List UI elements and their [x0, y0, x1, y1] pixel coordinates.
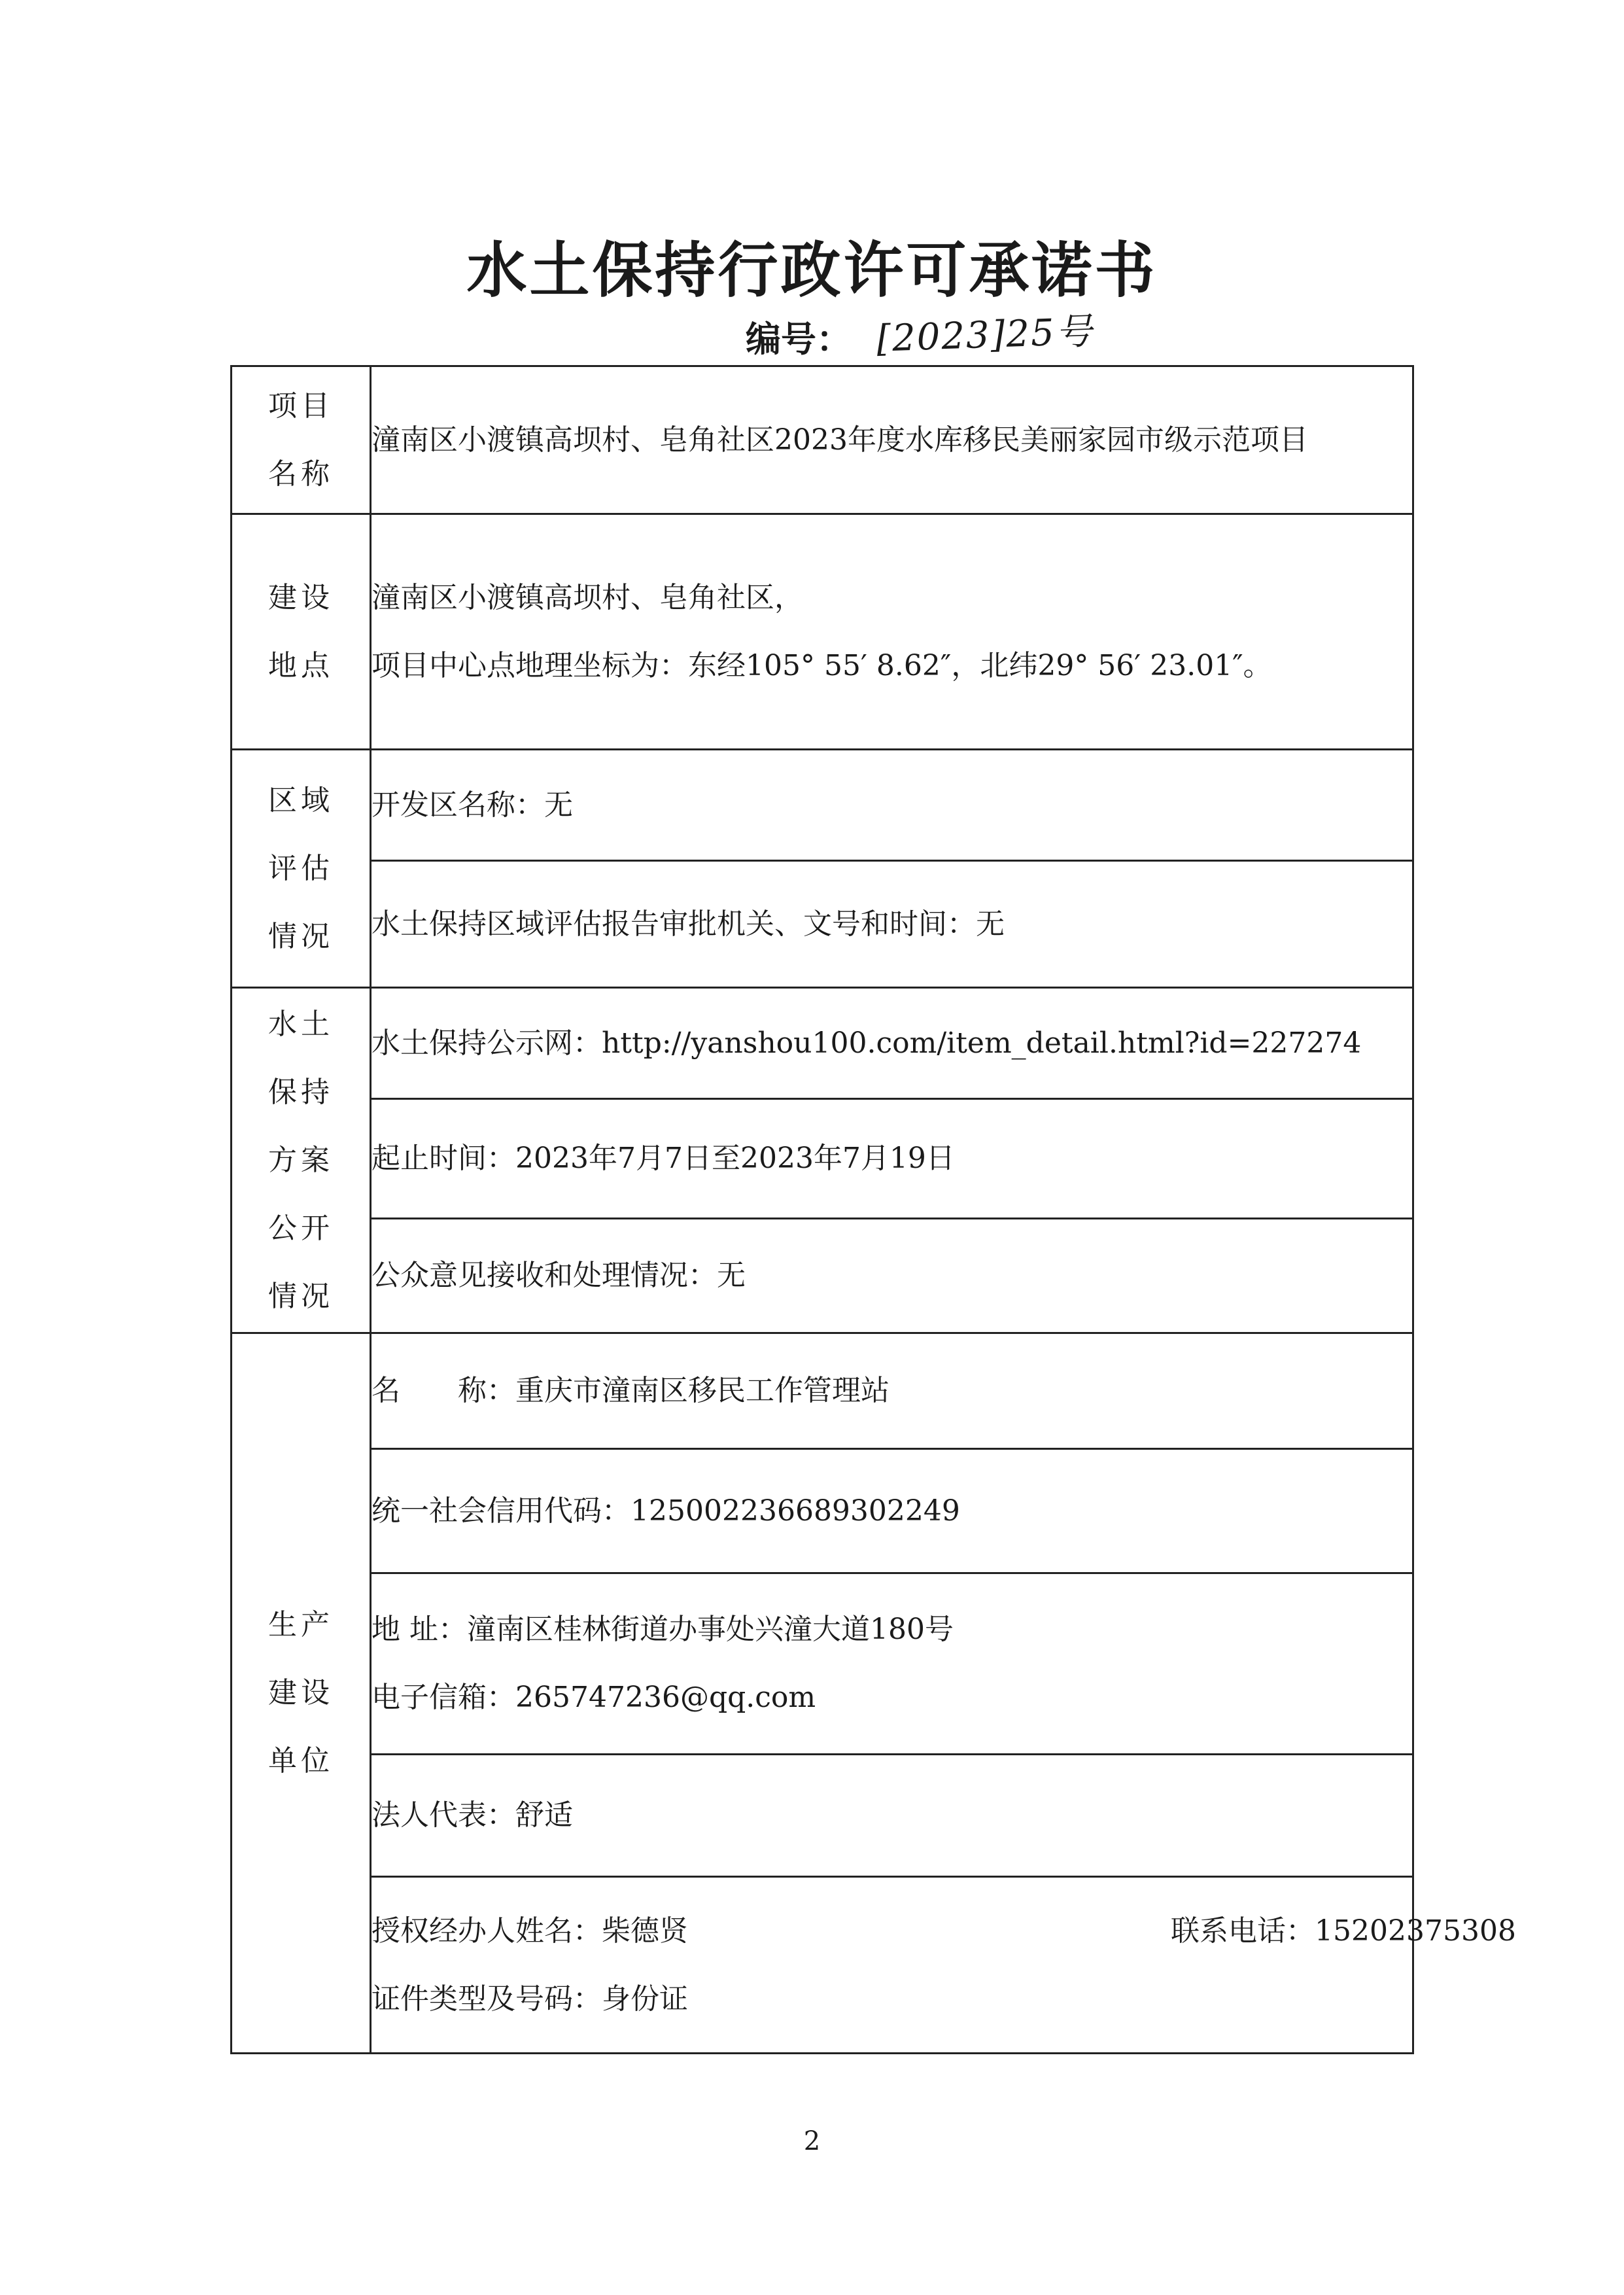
row-dev-zone [232, 750, 1413, 861]
row-feedback [232, 1219, 1413, 1333]
address-line: 地 址：潼南区桂林街道办事处兴潼大道180号 [371, 1613, 954, 1646]
label-location: 建设地点 [232, 514, 371, 750]
label-builder: 生产建设单位 [232, 1333, 371, 2054]
permit-form-table [230, 365, 1516, 2054]
row-location [232, 514, 1413, 750]
location-line-1: 潼南区小渡镇高坝村、皂角社区， [371, 580, 803, 614]
value-dev-zone: 开发区名称：无 [371, 750, 1413, 861]
row-website [232, 988, 1413, 1099]
id-type-line: 证件类型及号码：身份证 [371, 1982, 688, 2016]
value-builder-name: 名 称：重庆市潼南区移民工作管理站 [371, 1333, 1413, 1449]
value-assessment-approval: 水土保持区域评估报告审批机关、文号和时间：无 [371, 861, 1413, 988]
value-website: 水土保持公示网：http://yanshou100.com/item_detail.html?id=227274 [371, 988, 1413, 1099]
value-project-name: 潼南区小渡镇高坝村、皂角社区2023年度水库移民美丽家园市级示范项目 [371, 366, 1413, 514]
row-legal-rep [232, 1755, 1413, 1877]
value-location [371, 514, 1413, 750]
value-feedback: 公众意见接收和处理情况：无 [371, 1219, 1413, 1333]
value-legal-rep: 法人代表：舒适 [371, 1755, 1413, 1877]
agent-line [371, 1897, 1516, 1965]
agent-name: 授权经办人姓名：柴德贤 [371, 1914, 688, 1948]
handwritten-number: [2023]25号 [876, 310, 1094, 360]
label-regional-assessment: 区域评估情况 [232, 750, 371, 988]
contact-phone: 联系电话：15202375308 [1171, 1914, 1516, 1948]
label-plan-publicity: 水土保持方案公开情况 [232, 988, 371, 1333]
document-title: 水土保持行政许可承诺书 [466, 236, 1158, 306]
value-credit-code: 统一社会信用代码：125002236689302249 [371, 1449, 1413, 1573]
label-project-name: 项目名称 [232, 366, 371, 514]
row-assessment-approval [232, 861, 1413, 988]
email-line: 电子信箱：265747236@qq.com [371, 1681, 816, 1714]
document-number [746, 310, 1094, 370]
value-address-email [371, 1573, 1413, 1755]
row-address-email [232, 1573, 1413, 1755]
row-agent [232, 1877, 1413, 2054]
row-period [232, 1099, 1413, 1219]
row-credit-code [232, 1449, 1413, 1573]
location-line-2: 项目中心点地理坐标为：东经105° 55′ 8.62″，北纬29° 56′ 23.01″。 [371, 648, 1272, 682]
value-period: 起止时间：2023年7月7日至2023年7月19日 [371, 1099, 1413, 1219]
row-project-name [232, 366, 1413, 514]
number-label: 编号： [746, 319, 852, 360]
page-number: 2 [803, 2126, 821, 2156]
value-agent [371, 1877, 1516, 2054]
row-builder-name [232, 1333, 1413, 1449]
